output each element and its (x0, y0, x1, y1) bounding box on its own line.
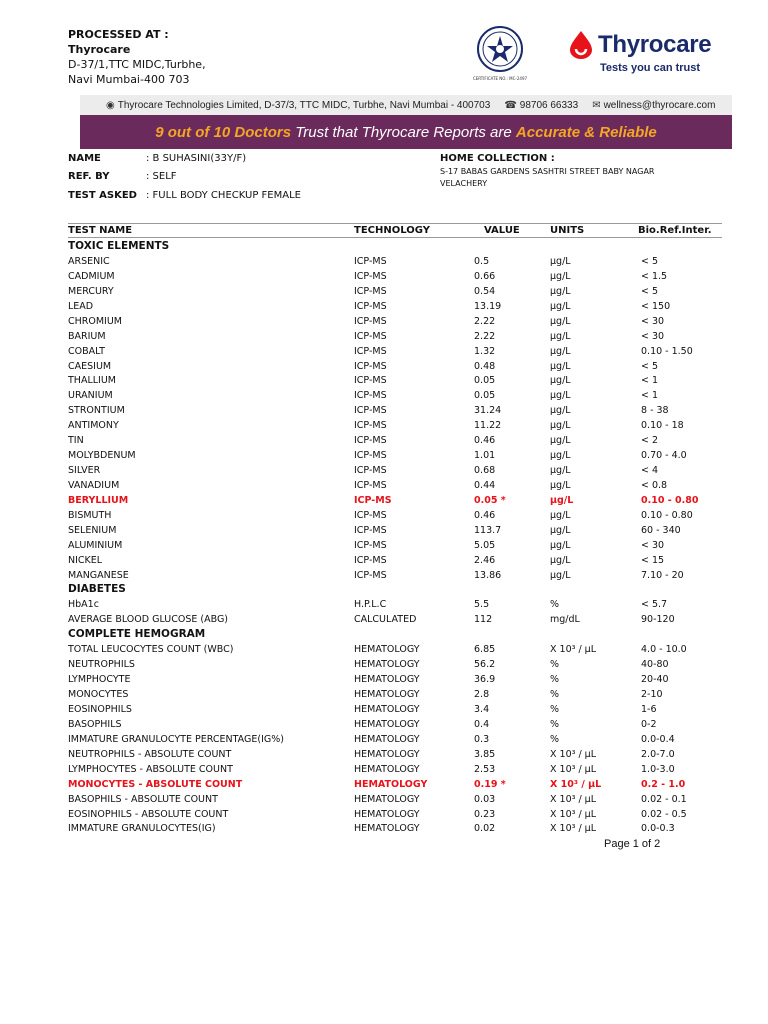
cell-test-name: LEAD (68, 300, 94, 312)
cell-test-name: MOLYBDENUM (68, 450, 136, 462)
cell-technology: ICP-MS (354, 554, 387, 566)
thyrocare-logo (568, 30, 711, 74)
banner-highlight-doctors: 9 out of 10 Doctors (155, 123, 292, 141)
cell-technology: HEMATOLOGY (354, 689, 420, 701)
cell-technology: ICP-MS (354, 256, 387, 267)
cell-units: µg/L (550, 300, 571, 312)
cell-value: 0.44 (474, 479, 496, 491)
cell-technology: HEMATOLOGY (354, 793, 420, 805)
cell-reference-range: 0.10 - 1.50 (641, 345, 693, 357)
address-bar (80, 95, 732, 115)
cell-reference-range: < 5 (641, 285, 659, 297)
cell-value: 0.46 (474, 509, 496, 521)
cell-value: 36.9 (474, 674, 496, 686)
cell-value: 2.53 (474, 763, 496, 775)
cell-value: 0.46 (474, 435, 496, 447)
cell-value: 5.5 (474, 599, 490, 611)
cell-reference-range: < 30 (641, 330, 665, 342)
table-row (0, 390, 768, 405)
cell-value: 0.05 * (474, 494, 506, 506)
cell-technology: HEMATOLOGY (354, 808, 420, 820)
table-row (0, 375, 768, 390)
cell-value: 0.03 (474, 793, 496, 805)
table-row (0, 286, 768, 301)
cell-units: µg/L (550, 420, 571, 432)
cell-reference-range: 7.10 - 20 (641, 569, 684, 581)
cell-reference-range: 0-2 (641, 718, 657, 730)
cell-reference-range: < 150 (641, 300, 671, 312)
cell-test-name: THALLIUM (68, 375, 116, 387)
header-value: VALUE (484, 225, 520, 236)
cell-units: % (550, 718, 560, 730)
cell-units: µg/L (550, 270, 571, 282)
cell-reference-range: < 5 (641, 256, 659, 267)
cell-test-name: ANTIMONY (68, 420, 119, 432)
test-asked-value: : FULL BODY CHECKUP FEMALE (146, 190, 301, 201)
table-row (0, 271, 768, 286)
cell-units: µg/L (550, 494, 574, 506)
table-row (0, 420, 768, 435)
cell-reference-range: 1-6 (641, 704, 657, 716)
cell-value: 0.66 (474, 270, 496, 282)
header-units: UNITS (550, 225, 585, 236)
cell-test-name: COBALT (68, 345, 105, 357)
cell-units: µg/L (550, 315, 571, 327)
cell-test-name: BASOPHILS (68, 718, 122, 730)
cell-value: 1.32 (474, 345, 496, 357)
cell-technology: HEMATOLOGY (354, 823, 420, 835)
cell-technology: ICP-MS (354, 390, 387, 402)
cell-units: X 10³ / µL (550, 808, 597, 820)
processed-heading: PROCESSED AT : (68, 28, 169, 41)
cell-value: 13.86 (474, 569, 502, 581)
cell-test-name: STRONTIUM (68, 405, 125, 417)
cell-test-name: IMMATURE GRANULOCYTE PERCENTAGE(IG%) (68, 733, 284, 745)
cell-value: 0.48 (474, 360, 496, 372)
logo-name: Thyrocare (598, 31, 712, 58)
cell-value: 13.19 (474, 300, 502, 312)
cell-reference-range: 20-40 (641, 674, 669, 686)
table-row (0, 809, 768, 824)
table-row-flagged (0, 495, 768, 510)
cell-units: µg/L (550, 345, 571, 357)
cell-test-name: MANGANESE (68, 569, 129, 581)
cell-units: µg/L (550, 390, 571, 402)
cell-units: X 10³ / µL (550, 778, 602, 790)
cell-units: X 10³ / µL (550, 644, 597, 656)
table-row (0, 659, 768, 674)
cell-test-name: EOSINOPHILS - ABSOLUTE COUNT (68, 808, 229, 820)
cell-reference-range: 0.02 - 0.1 (641, 793, 687, 805)
cell-technology: ICP-MS (354, 435, 387, 447)
cell-units: X 10³ / µL (550, 763, 597, 775)
cell-test-name: EOSINOPHILS (68, 704, 132, 716)
cell-value: 0.4 (474, 718, 490, 730)
section-title: COMPLETE HEMOGRAM (68, 628, 206, 641)
cell-value: 0.23 (474, 808, 496, 820)
cell-technology: CALCULATED (354, 614, 417, 626)
location-pin-icon: ◉ (106, 99, 115, 111)
table-row (0, 689, 768, 704)
logo-tagline: Tests you can trust (600, 62, 701, 74)
cell-reference-range: < 1 (641, 375, 659, 387)
cell-test-name: BISMUTH (68, 509, 112, 521)
cell-test-name: AVERAGE BLOOD GLUCOSE (ABG) (68, 614, 229, 626)
cell-units: µg/L (550, 405, 571, 417)
cell-units: % (550, 674, 560, 686)
cell-units: % (550, 659, 560, 671)
cell-value: 3.4 (474, 704, 490, 716)
cell-reference-range: 0.10 - 0.80 (641, 509, 693, 521)
cell-reference-range: < 30 (641, 315, 665, 327)
table-row (0, 301, 768, 316)
email-address: wellness@thyrocare.com (603, 99, 716, 111)
cell-technology: HEMATOLOGY (354, 644, 420, 656)
cell-technology: ICP-MS (354, 345, 387, 357)
cell-value: 113.7 (474, 524, 502, 536)
header-bio-ref: Bio.Ref.Inter. (638, 225, 712, 236)
cell-units: % (550, 599, 560, 611)
header-test-name: TEST NAME (68, 225, 133, 236)
table-row (0, 450, 768, 465)
table-row (0, 764, 768, 779)
seal-icon (470, 22, 530, 84)
cell-technology: HEMATOLOGY (354, 718, 420, 730)
cell-value: 56.2 (474, 659, 496, 671)
cell-test-name: TIN (68, 435, 84, 447)
table-row (0, 540, 768, 555)
table-row (0, 361, 768, 376)
cell-units: X 10³ / µL (550, 823, 597, 835)
cell-value: 11.22 (474, 420, 502, 432)
table-row (0, 719, 768, 734)
cell-value: 0.54 (474, 285, 496, 297)
cell-units: µg/L (550, 285, 571, 297)
table-row (0, 734, 768, 749)
cell-value: 112 (474, 614, 493, 626)
cell-test-name: MONOCYTES (68, 689, 129, 701)
cell-technology: H.P.L.C (354, 599, 387, 611)
cell-technology: HEMATOLOGY (354, 733, 420, 745)
cell-reference-range: < 5 (641, 360, 659, 372)
header-technology: TECHNOLOGY (354, 225, 430, 236)
cell-test-name: ARSENIC (68, 256, 110, 267)
cell-test-name: MERCURY (68, 285, 114, 297)
thyrocare-drop-icon (568, 30, 594, 60)
cell-reference-range: 0.2 - 1.0 (641, 778, 686, 790)
cell-units: µg/L (550, 330, 571, 342)
table-row (0, 405, 768, 420)
cell-units: µg/L (550, 465, 571, 477)
cell-value: 0.5 (474, 256, 490, 267)
cell-test-name: CHROMIUM (68, 315, 123, 327)
cell-reference-range: < 15 (641, 554, 665, 566)
cell-technology: ICP-MS (354, 494, 392, 506)
whatsapp-icon: ☎ (504, 99, 517, 111)
cell-units: % (550, 689, 560, 701)
cell-reference-range: 0.70 - 4.0 (641, 450, 687, 462)
cell-units: µg/L (550, 554, 571, 566)
company-address: Thyrocare Technologies Limited, D-37/3, TTC MIDC, Turbhe, Navi Mumbai - 400703 (117, 99, 491, 111)
table-row (0, 525, 768, 540)
cell-technology: ICP-MS (354, 465, 387, 477)
table-row (0, 599, 768, 614)
table-row (0, 704, 768, 719)
cell-value: 2.46 (474, 554, 496, 566)
cell-test-name: BASOPHILS - ABSOLUTE COUNT (68, 793, 218, 805)
cell-reference-range: 90-120 (641, 614, 675, 626)
cell-value: 5.05 (474, 539, 496, 551)
cell-test-name: NICKEL (68, 554, 103, 566)
cell-value: 2.22 (474, 315, 496, 327)
table-row (0, 435, 768, 450)
cell-value: 2.22 (474, 330, 496, 342)
cell-reference-range: < 1.5 (641, 270, 668, 282)
cell-technology: ICP-MS (354, 420, 387, 432)
cell-technology: ICP-MS (354, 300, 387, 312)
processed-address-line1: D-37/1,TTC MIDC,Turbhe, (68, 58, 206, 71)
ref-by-value: : SELF (146, 171, 177, 182)
cell-units: X 10³ / µL (550, 748, 597, 760)
cell-test-name: BERYLLIUM (68, 494, 129, 506)
cell-value: 6.85 (474, 644, 496, 656)
home-collection-title: HOME COLLECTION : (440, 153, 555, 164)
table-row (0, 614, 768, 629)
cell-reference-range: 0.0-0.3 (641, 823, 675, 835)
table-top-rule (68, 223, 722, 224)
table-row (0, 644, 768, 659)
cell-technology: ICP-MS (354, 509, 387, 521)
cell-value: 0.05 (474, 390, 496, 402)
cell-technology: ICP-MS (354, 285, 387, 297)
cell-test-name: LYMPHOCYTES - ABSOLUTE COUNT (68, 763, 233, 775)
cell-reference-range: 1.0-3.0 (641, 763, 675, 775)
cell-units: µg/L (550, 375, 571, 387)
cell-reference-range: 2.0-7.0 (641, 748, 675, 760)
cell-units: µg/L (550, 509, 571, 521)
cell-reference-range: < 2 (641, 435, 659, 447)
name-value: : B SUHASINI(33Y/F) (146, 153, 247, 164)
cell-units: µg/L (550, 479, 571, 491)
banner-middle-text: Trust that Thyrocare Reports are (291, 123, 516, 141)
cell-test-name: NEUTROPHILS - ABSOLUTE COUNT (68, 748, 232, 760)
cell-test-name: BARIUM (68, 330, 106, 342)
cell-reference-range: < 5.7 (641, 599, 668, 611)
cell-test-name: IMMATURE GRANULOCYTES(IG) (68, 823, 216, 835)
cell-units: µg/L (550, 569, 571, 581)
section-title: TOXIC ELEMENTS (68, 240, 170, 252)
cell-units: mg/dL (550, 614, 580, 626)
processed-name: Thyrocare (68, 43, 131, 56)
cell-test-name: ALUMINIUM (68, 539, 123, 551)
cell-technology: HEMATOLOGY (354, 704, 420, 716)
cell-reference-range: < 30 (641, 539, 665, 551)
section-title: DIABETES (68, 583, 126, 596)
table-row (0, 674, 768, 689)
cell-units: µg/L (550, 435, 571, 447)
cell-reference-range: 60 - 340 (641, 524, 681, 536)
cell-test-name: SILVER (68, 465, 101, 477)
cell-technology: ICP-MS (354, 375, 387, 387)
test-asked-label: TEST ASKED (68, 190, 137, 201)
cell-value: 3.85 (474, 748, 496, 760)
cell-technology: ICP-MS (354, 539, 387, 551)
table-row (0, 256, 768, 271)
table-row (0, 480, 768, 495)
processed-address-line2: Navi Mumbai-400 703 (68, 73, 190, 86)
table-row (0, 555, 768, 570)
cell-reference-range: < 1 (641, 390, 659, 402)
cell-value: 0.02 (474, 823, 496, 835)
ref-by-label: REF. BY (68, 171, 110, 182)
phone-number: 98706 66333 (519, 99, 579, 111)
cell-value: 0.68 (474, 465, 496, 477)
cell-units: µg/L (550, 360, 571, 372)
cell-reference-range: 4.0 - 10.0 (641, 644, 687, 656)
cell-technology: ICP-MS (354, 524, 387, 536)
cell-units: µg/L (550, 256, 571, 267)
table-row (0, 346, 768, 361)
cell-reference-range: 2-10 (641, 689, 663, 701)
table-row (0, 510, 768, 525)
trust-banner (80, 115, 732, 149)
cell-units: µg/L (550, 524, 571, 536)
accreditation-seal (470, 22, 530, 82)
cell-technology: ICP-MS (354, 270, 387, 282)
cell-value: 2.8 (474, 689, 490, 701)
cell-value: 1.01 (474, 450, 496, 462)
table-row (0, 794, 768, 809)
name-label: NAME (68, 153, 101, 164)
table-row-flagged (0, 779, 768, 794)
cell-technology: ICP-MS (354, 360, 387, 372)
cell-reference-range: < 4 (641, 465, 659, 477)
cell-technology: HEMATOLOGY (354, 659, 420, 671)
seal-certificate-text: CERTIFICATE NO.: MC-2497 (472, 76, 528, 81)
cell-test-name: TOTAL LEUCOCYTES COUNT (WBC) (68, 644, 234, 656)
cell-reference-range: 0.0-0.4 (641, 733, 675, 745)
cell-reference-range: 0.02 - 0.5 (641, 808, 687, 820)
cell-units: X 10³ / µL (550, 793, 597, 805)
cell-reference-range: 40-80 (641, 659, 669, 671)
cell-test-name: VANADIUM (68, 479, 120, 491)
cell-value: 0.3 (474, 733, 490, 745)
table-row (0, 570, 768, 585)
table-header-rule (68, 237, 722, 238)
cell-test-name: CADMIUM (68, 270, 115, 282)
cell-technology: HEMATOLOGY (354, 748, 420, 760)
cell-test-name: NEUTROPHILS (68, 659, 135, 671)
cell-units: % (550, 733, 560, 745)
cell-technology: ICP-MS (354, 330, 387, 342)
cell-reference-range: < 0.8 (641, 479, 668, 491)
cell-technology: ICP-MS (354, 315, 387, 327)
cell-reference-range: 8 - 38 (641, 405, 669, 417)
cell-units: µg/L (550, 450, 571, 462)
cell-technology: ICP-MS (354, 450, 387, 462)
cell-test-name: URANIUM (68, 390, 113, 402)
cell-units: % (550, 704, 560, 716)
cell-technology: HEMATOLOGY (354, 763, 420, 775)
cell-value: 0.19 * (474, 778, 506, 790)
cell-technology: ICP-MS (354, 405, 387, 417)
cell-test-name: LYMPHOCYTE (68, 674, 131, 686)
table-row (0, 749, 768, 764)
email-icon: ✉ (592, 99, 601, 111)
cell-technology: ICP-MS (354, 479, 387, 491)
cell-test-name: CAESIUM (68, 360, 112, 372)
cell-reference-range: 0.10 - 18 (641, 420, 684, 432)
table-row (0, 823, 768, 838)
cell-value: 31.24 (474, 405, 502, 417)
cell-value: 0.05 (474, 375, 496, 387)
home-collection-address: S-17 BABAS GARDENS SASHTRI STREET BABY NAGAR VELACHERY (440, 167, 655, 188)
cell-reference-range: 0.10 - 0.80 (641, 494, 699, 506)
cell-test-name: SELENIUM (68, 524, 117, 536)
processed-at-block (68, 27, 206, 87)
cell-test-name: MONOCYTES - ABSOLUTE COUNT (68, 778, 243, 790)
table-row (0, 316, 768, 331)
cell-units: µg/L (550, 539, 571, 551)
cell-test-name: HbA1c (68, 599, 99, 611)
table-row (0, 331, 768, 346)
cell-technology: ICP-MS (354, 569, 387, 581)
cell-technology: HEMATOLOGY (354, 778, 428, 790)
cell-technology: HEMATOLOGY (354, 674, 420, 686)
table-row (0, 465, 768, 480)
page-number: Page 1 of 2 (604, 838, 661, 850)
banner-highlight-accurate: Accurate & Reliable (515, 123, 657, 141)
